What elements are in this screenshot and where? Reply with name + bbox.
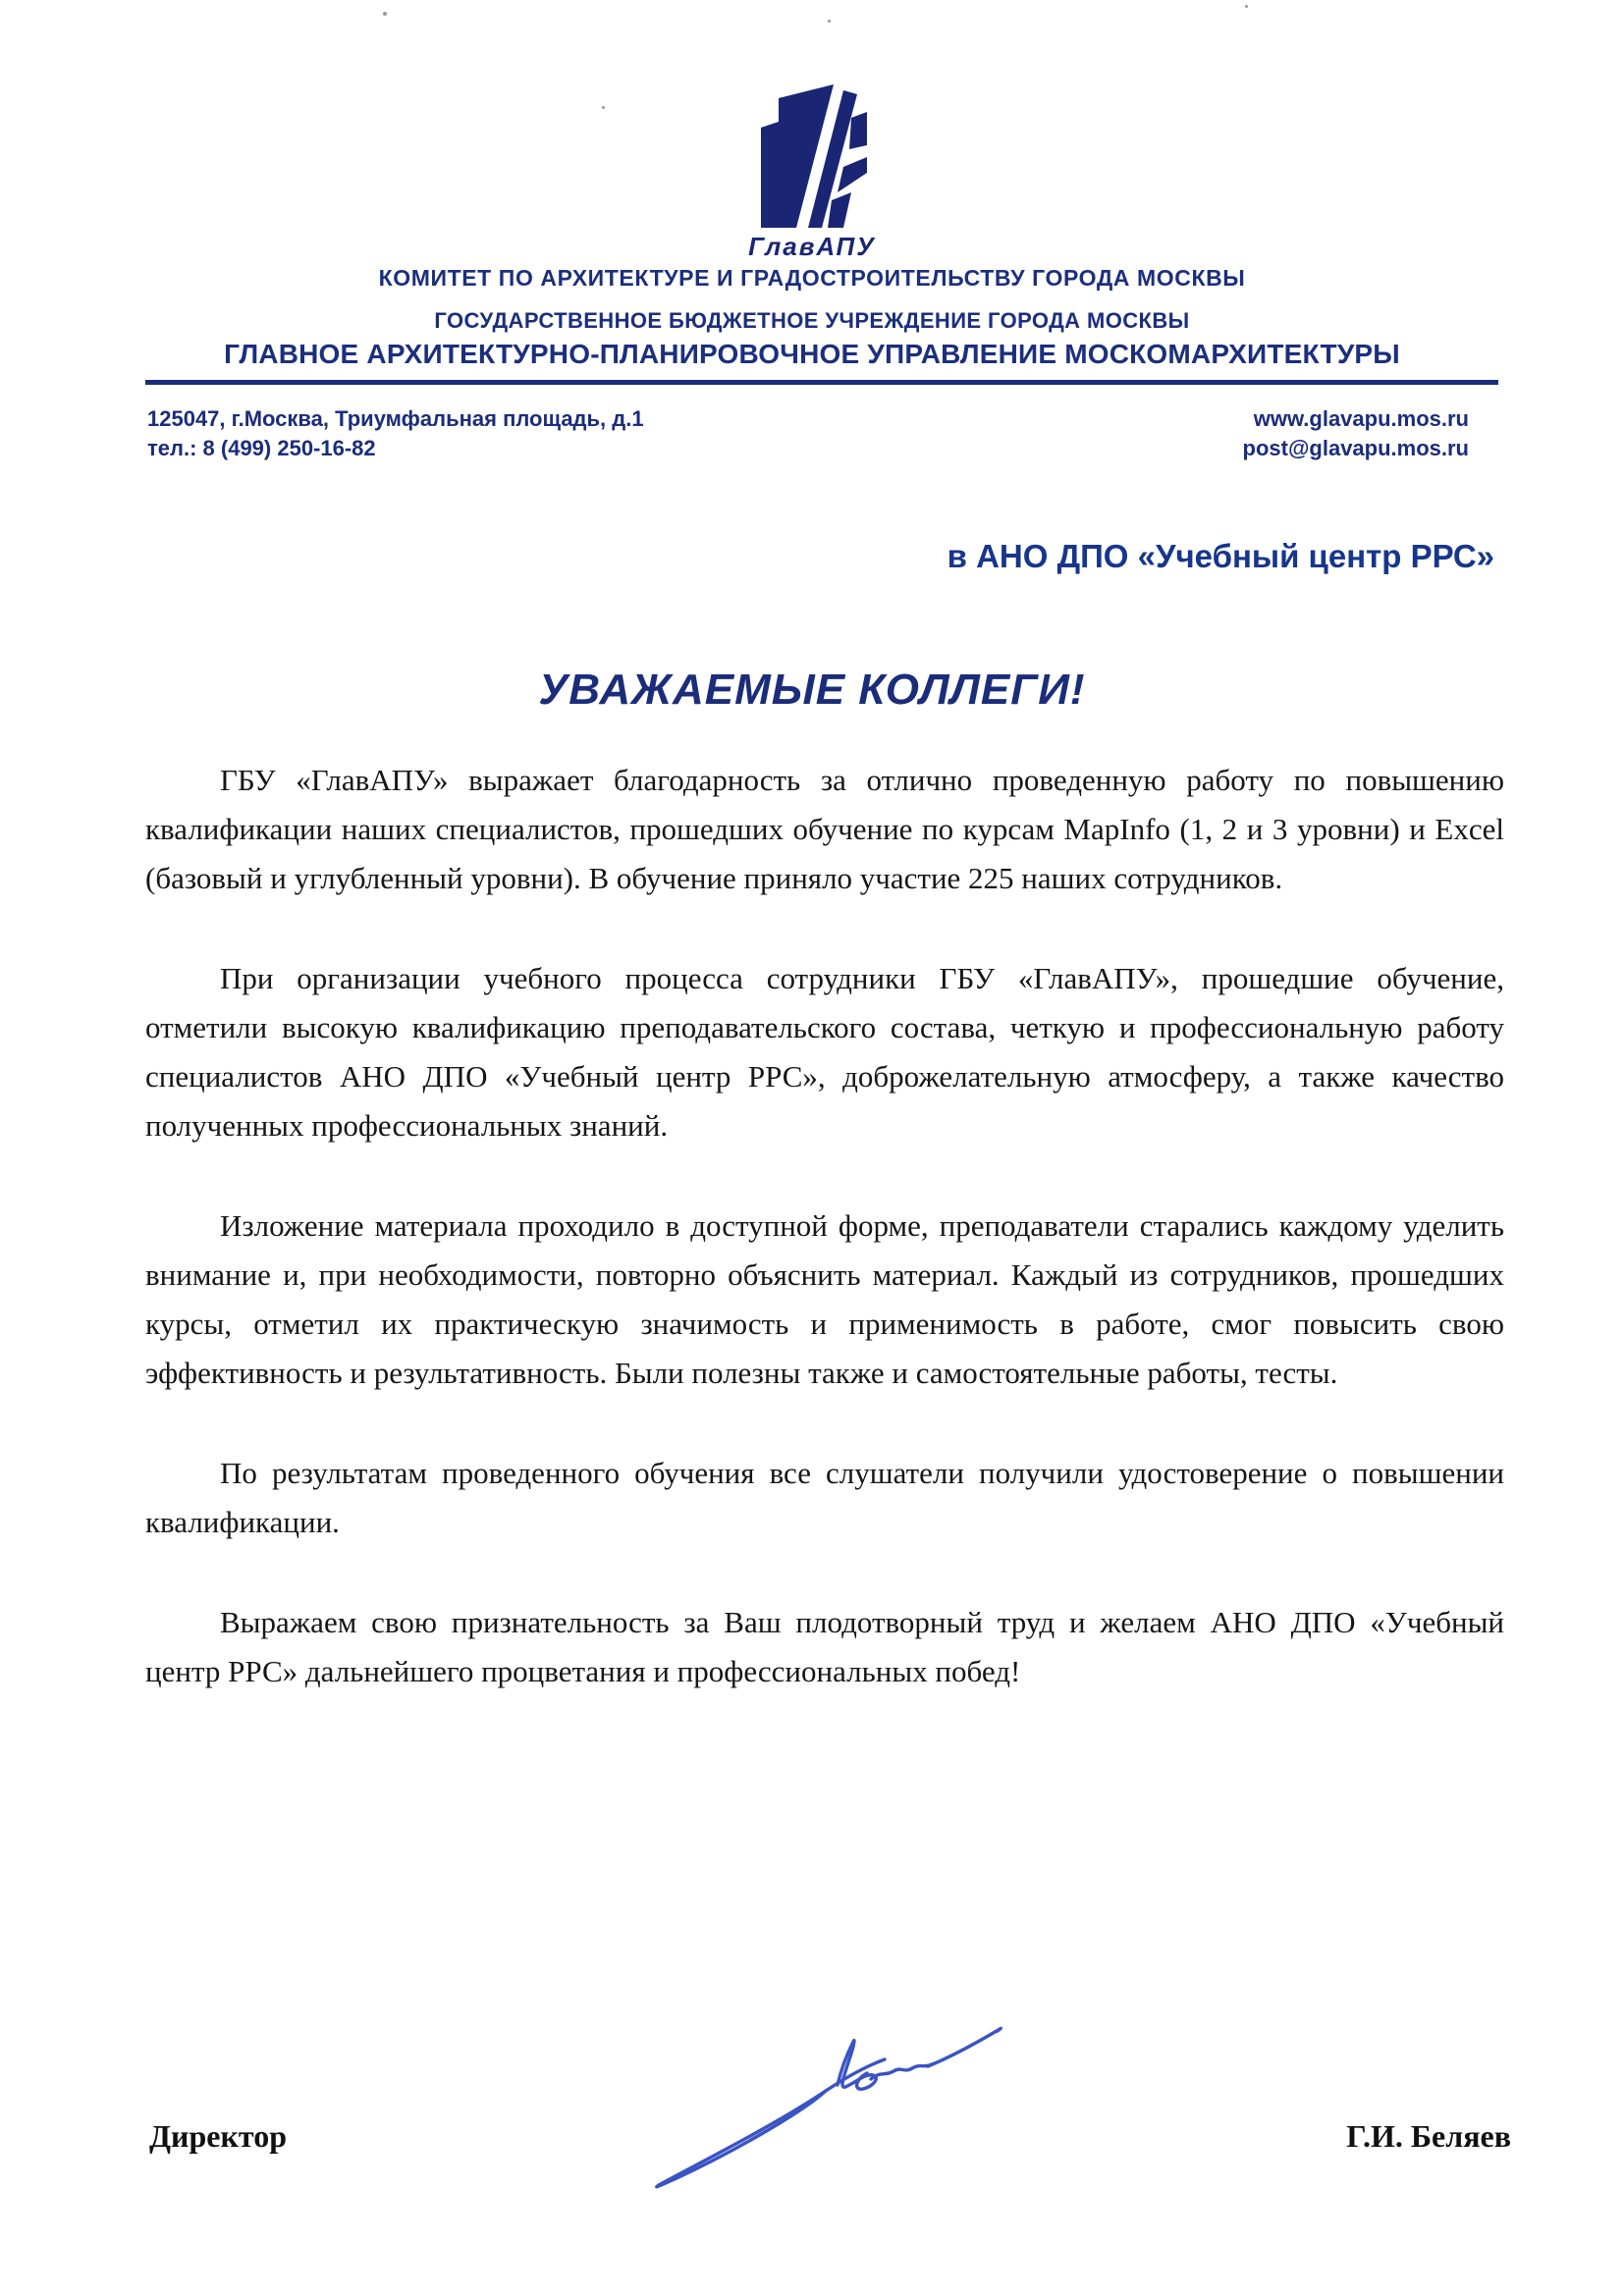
handwritten-signature-icon: [643, 2014, 1016, 2216]
org-name-department: ГЛАВНОЕ АРХИТЕКТУРНО-ПЛАНИРОВОЧНОЕ УПРАВЛЕНИЕ МОСКОМАРХИТЕКТУРЫ: [224, 339, 1400, 369]
logo-caption: ГлавАПУ: [748, 232, 876, 261]
org-logo: [0, 82, 1624, 262]
org-phone: тел.: 8 (499) 250-16-82: [147, 436, 376, 460]
glavapu-logo-icon: [753, 82, 871, 230]
signature-row: [149, 2118, 1511, 2155]
recipient-line: в АНО ДПО «Учебный центр РРС»: [947, 538, 1494, 574]
org-website: www.glavapu.mos.ru: [1253, 406, 1469, 431]
signer-position: Директор: [149, 2118, 287, 2154]
org-email: post@glavapu.mos.ru: [1242, 436, 1469, 460]
org-name-committee: КОМИТЕТ ПО АРХИТЕКТУРЕ И ГРАДОСТРОИТЕЛЬСТВУ ГОРОДА МОСКВЫ: [378, 265, 1246, 291]
paragraph-2: При организации учебного процесса сотрудники ГБУ «ГлавАПУ», прошедшие обучение, отметили высокую квалификацию преподавательского состава, четкую и профессиональную работу специалистов АНО ДПО «Учебный центр РРС», доброжелательную атмосферу, а также качество полученных профессиональных знаний.: [145, 961, 1504, 1143]
paragraph-3: Изложение материала проходило в доступной форме, преподаватели старались каждому уделить внимание и, при необходимости, повторно объяснить материал. Каждый из сотрудников, прошедших курсы, отметил их практическую значимость и применимость в работе, смог повысить свою эффективность и результативность. Были полезны также и самостоятельные работы, тесты.: [145, 1208, 1504, 1390]
paragraph-5: Выражаем свою признательность за Ваш плодотворный труд и желаем АНО ДПО «Учебный центр РРС» дальнейшего процветания и профессиональных побед!: [145, 1605, 1504, 1688]
signer-name: Г.И. Беляев: [1346, 2118, 1511, 2154]
scan-speck: [383, 12, 387, 16]
scan-speck: [828, 20, 831, 23]
salutation-heading: УВАЖАЕМЫЕ КОЛЛЕГИ!: [538, 666, 1086, 714]
org-name-institution: ГОСУДАРСТВЕННОЕ БЮДЖЕТНОЕ УЧРЕЖДЕНИЕ ГОРОДА МОСКВЫ: [434, 308, 1190, 333]
org-contact-block: [1243, 404, 1469, 463]
org-address: 125047, г.Москва, Триумфальная площадь, д.1: [147, 406, 644, 431]
org-address-block: [147, 404, 644, 463]
paragraph-1: ГБУ «ГлавАПУ» выражает благодарность за отлично проведенную работу по повышению квалификации наших специалистов, прошедших обучение по курсам MapInfo (1, 2 и 3 уровни) и Excel (базовый и углубленный уровни). В обучение приняло участие 225 наших сотрудников.: [145, 763, 1504, 895]
letter-body: [145, 756, 1504, 1747]
paragraph-4: По результатам проведенного обучения все слушатели получили удостоверение о повышении квалификации.: [145, 1456, 1504, 1539]
letterhead-divider: [145, 380, 1498, 385]
scan-speck: [1245, 5, 1248, 8]
